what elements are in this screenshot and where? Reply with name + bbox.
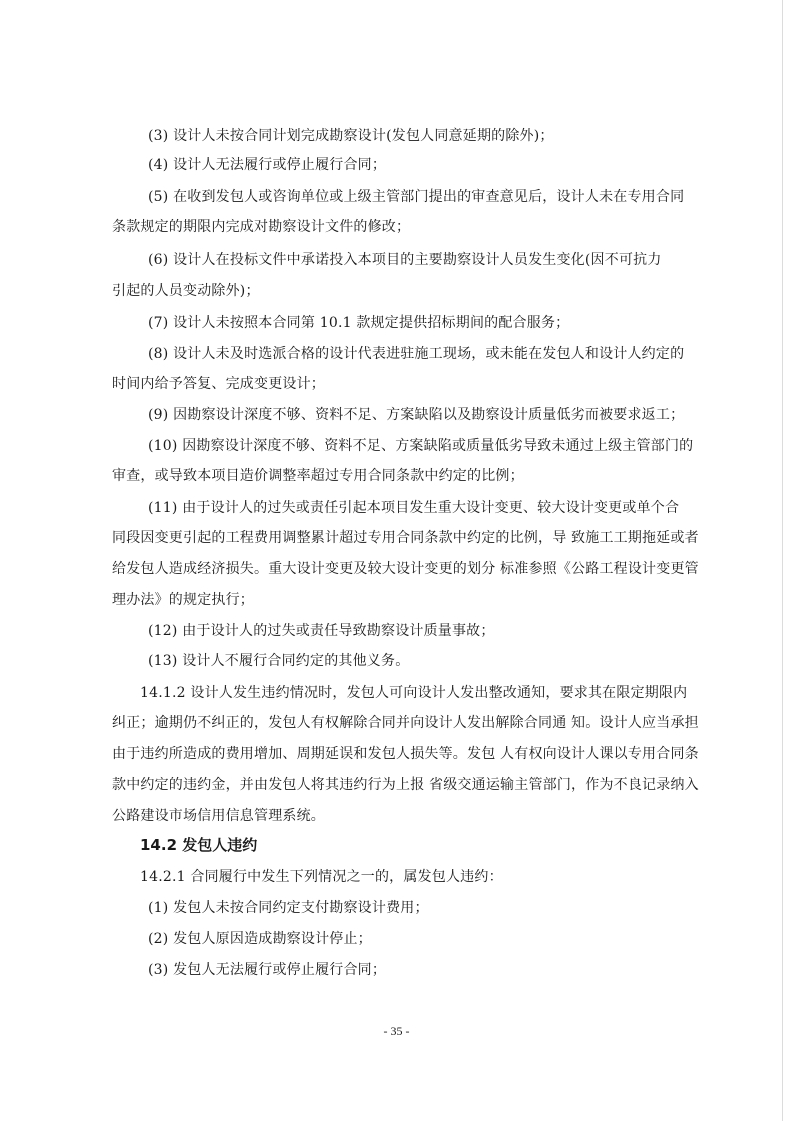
clause-line: 14.1.2 设计人发生违约情况时，发包人可向设计人发出整改通知，要求其在限定期限内 [140, 685, 688, 701]
clause-line: 同段因变更引起的工程费用调整累计超过专用合同条款中约定的比例，导 致施工工期拖延或者 [112, 530, 699, 546]
clause-line: (1) 发包人未按合同约定支付勘察设计费用； [148, 900, 429, 916]
clause-line: (10) 因勘察设计深度不够、资料不足、方案缺陷或质量低劣导致未通过上级主管部门的 [148, 438, 694, 454]
clause-line: 14.2.1 合同履行中发生下列情况之一的，属发包人违约： [140, 869, 503, 885]
clause-line: (7) 设计人未按照本合同第 10.1 款规定提供招标期间的配合服务； [148, 315, 570, 331]
clause-line: 引起的人员变动除外)； [112, 283, 260, 299]
clause-line: 款中约定的违约金，并由发包人将其违约行为上报 省级交通运输主管部门，作为不良记录纳入 [112, 777, 699, 793]
clause-line: (6) 设计人在投标文件中承诺投入本项目的主要勘察设计人员发生变化(因不可抗力 [148, 252, 662, 268]
clause-line: 条款规定的期限内完成对勘察设计文件的修改； [112, 219, 411, 235]
clause-line: (9) 因勘察设计深度不够、资料不足、方案缺陷以及勘察设计质量低劣而被要求返工； [148, 407, 685, 423]
clause-line: 公路建设市场信用信息管理系统。 [112, 808, 325, 824]
clause-line: 由于违约所造成的费用增加、周期延误和发包人损失等。发包 人有权向设计人课以专用合同条 [112, 746, 699, 762]
clause-line: 审查，或导致本项目造价调整率超过专用合同条款中约定的比例； [112, 468, 524, 484]
clause-line: (3) 发包人无法履行或停止履行合同； [148, 962, 387, 978]
clause-line: (11) 由于设计人的过失或责任引起本项目发生重大设计变更、较大设计变更或单个合 [148, 500, 680, 516]
clause-line: 理办法》的规定执行； [112, 592, 254, 608]
clause-line: (13) 设计人不履行合同约定的其他义务。 [148, 653, 410, 669]
clause-line: 时间内给予答复、完成变更设计； [112, 376, 325, 392]
page-number: - 35 - [383, 1024, 410, 1038]
clause-line: (2) 发包人原因造成勘察设计停止； [148, 931, 372, 947]
clause-line: (5) 在收到发包人或咨询单位或上级主管部门提出的审查意见后，设计人未在专用合同 [148, 189, 685, 205]
clause-line: (12) 由于设计人的过失或责任导致勘察设计质量事故； [148, 623, 495, 639]
page-edge-line [782, 0, 783, 1121]
clause-line: 纠正；逾期仍不纠正的，发包人有权解除合同并向设计人发出解除合同通 知。设计人应当承担 [112, 715, 699, 731]
clause-line: 给发包人造成经济损失。重大设计变更及较大设计变更的划分 标准参照《公路工程设计变更管 [112, 561, 699, 577]
clause-line: (4) 设计人无法履行或停止履行合同； [148, 157, 387, 173]
clause-line: (3) 设计人未按合同计划完成勘察设计(发包人同意延期的除外)； [148, 128, 554, 144]
clause-line: (8) 设计人未及时选派合格的设计代表进驻施工现场，或未能在发包人和设计人约定的 [148, 346, 685, 362]
section-heading: 14.2 发包人违约 [140, 836, 258, 854]
